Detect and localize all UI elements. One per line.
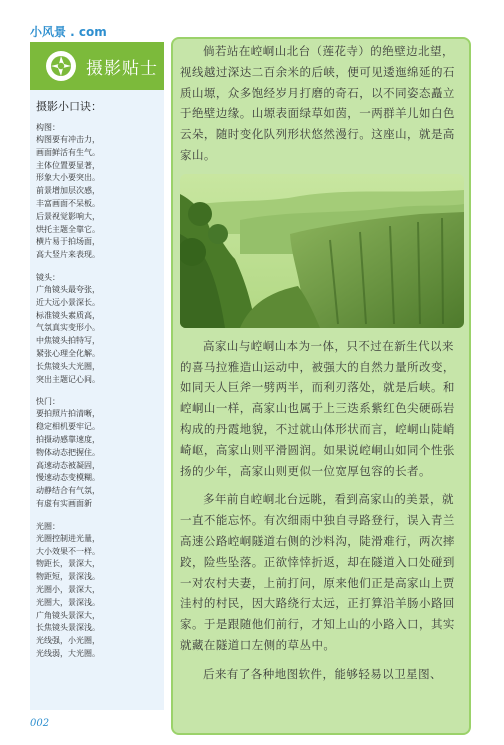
article-paragraph: 倘若站在崆峒山北台（莲花寺）的绝壁边北望，视线越过深达二百余米的后峡，便可见逶迤绵延的石质山塬，众多饱经岁月打磨的奇石，以不同姿态矗立于绝壁边缘。山塬表面绿草如茵，一两群羊儿如白色云朵，随时变化队列形状悠然漫行。这座山，就是高家山。 bbox=[180, 44, 455, 162]
tip-section bbox=[36, 396, 164, 510]
tip-line: 要拍照片拍清晰， bbox=[36, 409, 100, 419]
page-number: 002 bbox=[30, 718, 50, 729]
tip-line: 后景视觉影响大， bbox=[36, 211, 100, 221]
tip-line: 慢速动态变模糊。 bbox=[36, 473, 100, 483]
tips-sidebar bbox=[30, 42, 164, 710]
tip-section-heading: 快门： bbox=[36, 397, 60, 407]
tip-line: 有虚有实画面新 bbox=[36, 498, 92, 508]
sidebar-subtitle: 摄影小口诀： bbox=[36, 100, 102, 113]
tip-line: 画面鲜活有生气。 bbox=[36, 147, 100, 157]
tip-line: 丰富画面不呆板。 bbox=[36, 198, 100, 208]
tip-line: 物体动态把握住。 bbox=[36, 447, 100, 457]
site-brand: 小风景 . com bbox=[30, 25, 107, 39]
article-paragraph: 多年前自崆峒北台远眺，看到高家山的美景，就一直不能忘怀。有次细雨中独自寻路登行，误入青兰高速公路崆峒隧道右侧的沙料沟，陡滑难行，两次摔跤，险些坠落。正欲悻悻折返，却在隧道入口处碰到一对农村夫妻，上前打问，原来他们正是高家山上贾洼村的村民，因大路绕行太远，正打算沿羊肠小路回家。于是跟随他们前行，才知上山的小路入口，其实就藏在隧道口左侧的草丛中。 bbox=[180, 492, 455, 652]
tip-line: 动静结合有气氛， bbox=[36, 486, 100, 496]
tip-line: 光线弱，大光圈。 bbox=[36, 648, 100, 658]
article-paragraph: 高家山与崆峒山本为一体，只不过在新生代以来的喜马拉雅造山运动中，被强大的自然力量所改变，如同天人巨斧一劈两半，而利刃落处，就是后峡。和崆峒山一样，高家山也属于上三迭系紫红色尖硬砾岩构成的丹霞地貌，不过就山体形状而言，崆峒山陡峭崎岖，高家山则平滑圆润。如果说崆峒山如同个性张扬的少年，高家山则更似一位宽厚包容的长者。 bbox=[180, 338, 455, 478]
tip-line: 广角镜头最夸张， bbox=[36, 284, 100, 294]
sidebar-header bbox=[30, 42, 164, 90]
tip-line: 紧张心理全化解。 bbox=[36, 348, 100, 358]
tip-line: 形象大小要突出。 bbox=[36, 173, 100, 183]
tip-line: 大小效果不一样。 bbox=[36, 546, 100, 556]
tip-line: 长焦镜头大光圈， bbox=[36, 361, 100, 371]
tip-section-heading: 光圈： bbox=[36, 521, 60, 531]
tip-line: 广角镜头景深大， bbox=[36, 610, 100, 620]
tip-section bbox=[36, 122, 164, 262]
tip-line: 长焦镜头景深浅。 bbox=[36, 623, 100, 633]
tip-line: 稳定相机要牢记。 bbox=[36, 422, 100, 432]
tip-section bbox=[36, 272, 164, 386]
tip-line: 高大竖片来表现。 bbox=[36, 250, 100, 260]
tip-line: 高速动态被凝固， bbox=[36, 460, 100, 470]
tip-line: 光圈控制进光量， bbox=[36, 533, 100, 543]
tip-section-heading: 构图： bbox=[36, 123, 60, 132]
tip-section bbox=[36, 521, 164, 661]
tip-line: 光圈大，景深浅。 bbox=[36, 597, 100, 607]
tip-line: 近大远小景深长。 bbox=[36, 297, 100, 307]
tip-line: 前景增加层次感， bbox=[36, 186, 100, 196]
tip-line: 中焦镜头拍特写， bbox=[36, 336, 100, 346]
landscape-photo bbox=[180, 174, 464, 328]
article-panel bbox=[171, 37, 471, 735]
tip-line: 横片易于拍场面， bbox=[36, 237, 100, 247]
tip-line: 主体位置要显著， bbox=[36, 160, 100, 170]
tip-line: 拍摄动感靠速度， bbox=[36, 434, 100, 444]
tip-line: 标准镜头素质高， bbox=[36, 310, 100, 320]
tip-section-heading: 镜头： bbox=[36, 272, 60, 282]
tip-line: 突出主题记心间。 bbox=[36, 374, 100, 384]
tip-line: 物距短，景深浅。 bbox=[36, 572, 100, 582]
tip-line: 构图要有冲击力， bbox=[36, 135, 100, 144]
tip-line: 光线强，小光圈， bbox=[36, 636, 100, 646]
tip-line: 气氛真实变形小。 bbox=[36, 323, 100, 333]
tip-line: 物距长，景深大， bbox=[36, 559, 100, 569]
sidebar-title: 摄影贴士 bbox=[86, 58, 158, 79]
tips-list bbox=[30, 122, 164, 661]
tip-line: 光圈小，景深大， bbox=[36, 584, 100, 594]
tip-line: 烘托主题全靠它。 bbox=[36, 224, 100, 234]
camera-aperture-icon bbox=[46, 51, 76, 81]
article-paragraph: 后来有了各种地图软件，能够轻易以卫星图、 bbox=[203, 666, 442, 681]
